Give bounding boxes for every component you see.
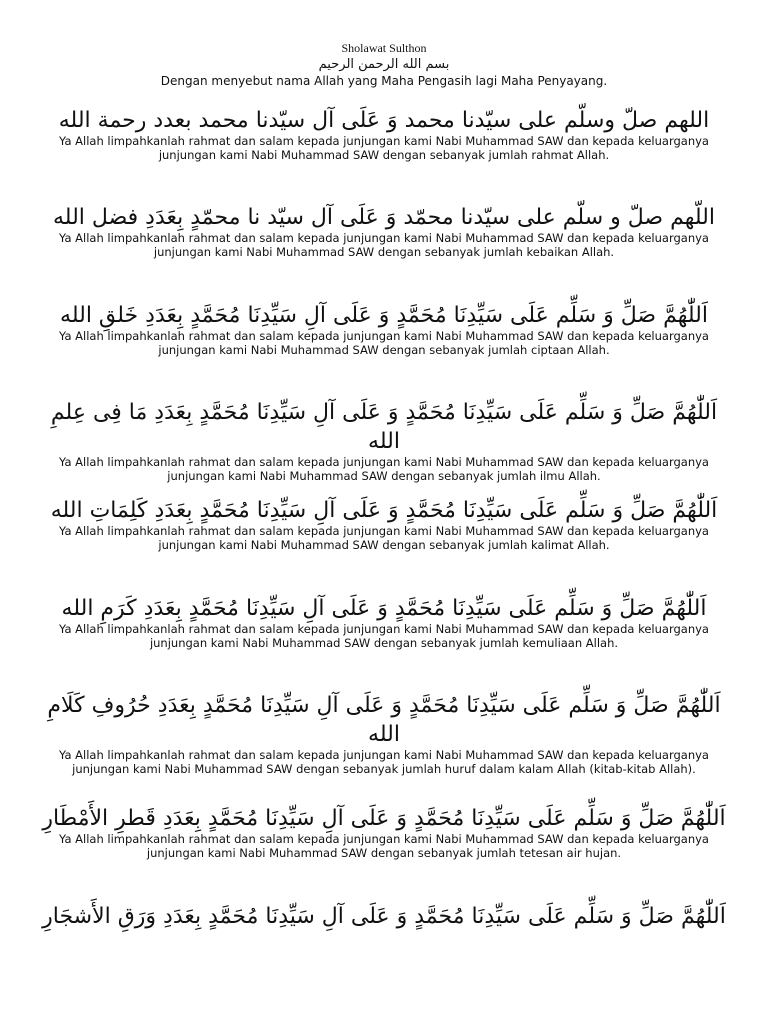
verse-translation: Ya Allah limpahkanlah rahmat dan salam kepada junjungan kami Nabi Muhammad SAW dan kepada keluarganya junjungan kami Nabi Muhammad SAW dengan sebanyak jumlah rahmat Allah. bbox=[59, 134, 709, 162]
intro-translation: Dengan menyebut nama Allah yang Maha Pengasih lagi Maha Penyayang. bbox=[160, 74, 608, 88]
arabic-verse: اَللّٰهُمَّ صَلِّ وَ سَلِّم عَلَى سَيِّدِنَا مُحَمَّدٍ وَ عَلَى آلِ سَيِّدِنَا مُحَمَّدٍ بِعَدَدِ كَلِمَاتِ الله bbox=[50, 498, 718, 523]
verse-translation: Ya Allah limpahkanlah rahmat dan salam kepada junjungan kami Nabi Muhammad SAW dan kepada keluarganya junjungan kami Nabi Muhammad SAW dengan sebanyak jumlah kebaikan Allah. bbox=[59, 231, 709, 259]
verse-translation: Ya Allah limpahkanlah rahmat dan salam kepada junjungan kami Nabi Muhammad SAW dan kepada keluarganya junjungan kami Nabi Muhammad SAW dengan sebanyak jumlah kalimat Allah. bbox=[59, 524, 709, 552]
verse-translation: Ya Allah limpahkanlah rahmat dan salam kepada junjungan kami Nabi Muhammad SAW dan kepada keluarganya junjungan kami Nabi Muhammad SAW dengan sebanyak jumlah huruf dalam kalam Allah (kitab-kitab Allah). bbox=[59, 748, 709, 776]
verse-block bbox=[40, 804, 728, 860]
arabic-verse: اللّهم صلّ و سلّم على سيّدنا محمّد وَ عَلَى آل سيّد نا محمّدٍ بِعَدَدِ فضل الله bbox=[53, 205, 715, 230]
arabic-verse: اَللّٰهُمَّ صَلِّ وَ سَلِّم عَلَى سَيِّدِنَا مُحَمَّدٍ وَ عَلَى آلِ سَيِّدِنَا مُحَمَّدٍ بِعَدَدِ مَا فِى عِلمِ الله bbox=[50, 400, 718, 454]
arabic-verse: اَللّٰهُمَّ صَلِّ وَ سَلِّم عَلَى سَيِّدِنَا مُحَمَّدٍ وَ عَلَى آلِ سَيِّدِنَا مُحَمَّدٍ بِعَدَدِ قَطرِ الأَمْطَارِ bbox=[42, 806, 726, 831]
verse-block bbox=[40, 106, 728, 162]
basmala: بسم الله الرحمن الرحيم bbox=[318, 57, 450, 72]
arabic-verse: اللهم صلّ وسلّم على سيّدنا محمد وَ عَلَى آل سيّدنا محمد بعدد رحمة الله bbox=[58, 108, 710, 133]
verse-block bbox=[40, 691, 728, 776]
verse-translation: Ya Allah limpahkanlah rahmat dan salam kepada junjungan kami Nabi Muhammad SAW dan kepada keluarganya junjungan kami Nabi Muhammad SAW dengan sebanyak jumlah ciptaan Allah. bbox=[59, 329, 709, 357]
verse-translation: Ya Allah limpahkanlah rahmat dan salam kepada junjungan kami Nabi Muhammad SAW dan kepada keluarganya junjungan kami Nabi Muhammad SAW dengan sebanyak jumlah ilmu Allah. bbox=[59, 455, 709, 483]
verse-translation: Ya Allah limpahkanlah rahmat dan salam kepada junjungan kami Nabi Muhammad SAW dan kepada keluarganya junjungan kami Nabi Muhammad SAW dengan sebanyak jumlah tetesan air hujan. bbox=[59, 832, 709, 860]
verse-block bbox=[40, 496, 728, 552]
verse-block bbox=[40, 902, 728, 931]
arabic-verse: اَللّٰهُمَّ صَلِّ وَ سَلِّم عَلَى سَيِّدِنَا مُحَمَّدٍ وَ عَلَى آلِ سَيِّدِنَا مُحَمَّدٍ بِعَدَدِ حُرُوفِ كَلَامِ الله bbox=[47, 693, 721, 747]
verse-translation: Ya Allah limpahkanlah rahmat dan salam kepada junjungan kami Nabi Muhammad SAW dan kepada keluarganya junjungan kami Nabi Muhammad SAW dengan sebanyak jumlah kemuliaan Allah. bbox=[59, 622, 709, 650]
arabic-verse: اَللّٰهُمَّ صَلِّ وَ سَلِّم عَلَى سَيِّدِنَا مُحَمَّدٍ وَ عَلَى آلِ سَيِّدِنَا مُحَمَّدٍ بِعَدَدِ وَرَقِ الأَشجَارِ bbox=[42, 904, 726, 929]
verse-block bbox=[40, 398, 728, 483]
verse-block bbox=[40, 203, 728, 259]
verse-block bbox=[40, 594, 728, 650]
arabic-verse: اَللّٰهُمَّ صَلِّ وَ سَلِّم عَلَى سَيِّدِنَا مُحَمَّدٍ وَ عَلَى آلِ سَيِّدِنَا مُحَمَّدٍ بِعَدَدِ كَرَمِ الله bbox=[61, 596, 707, 621]
arabic-verse: اَللّٰهُمَّ صَلِّ وَ سَلِّم عَلَى سَيِّدِنَا مُحَمَّدٍ وَ عَلَى آلِ سَيِّدِنَا مُحَمَّدٍ بِعَدَدِ خَلقِ الله bbox=[60, 303, 708, 328]
document-title: Sholawat Sulthon bbox=[341, 41, 427, 55]
verse-block bbox=[40, 301, 728, 357]
